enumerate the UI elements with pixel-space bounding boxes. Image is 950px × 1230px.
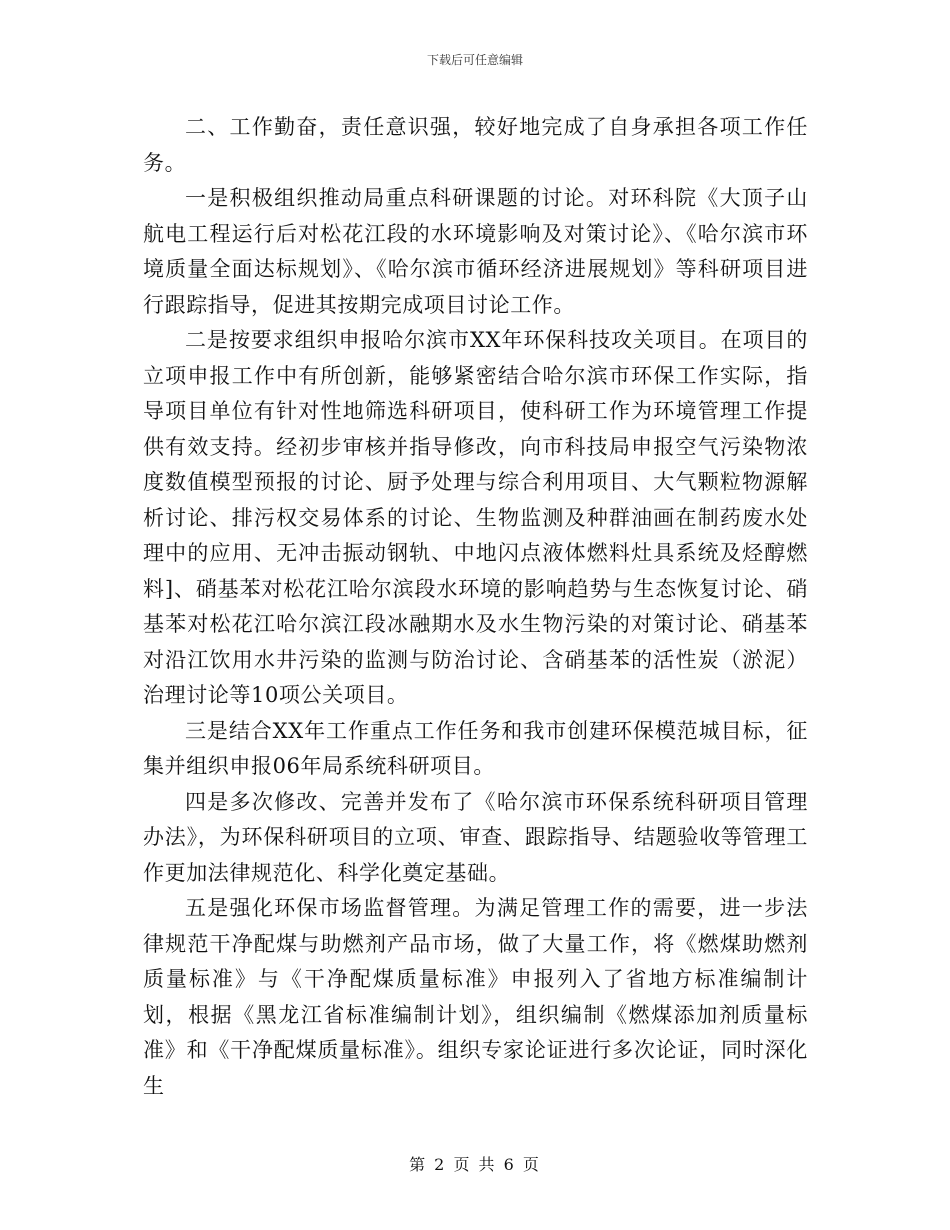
page-header: 下载后可任意编辑: [426, 53, 523, 67]
document-body: [143, 110, 808, 1104]
paragraph-work-diligent: 二、工作勤奋，责任意识强，较好地完成了自身承担各项工作任务。: [143, 115, 808, 175]
paragraph-item-one: 一是积极组织推动局重点科研课题的讨论。对环科院《大顶子山航电工程运行后对松花江段的水环境影响及对策讨论》、《哈尔滨市环境质量全面达标规划》、《哈尔滨市循环经济进展规划》等科研项目进行跟踪指导，促进其按期完成项目讨论工作。: [143, 186, 808, 317]
paragraph-item-five: 五是强化环保市场监督管理。为满足管理工作的需要，进一步法律规范干净配煤与助燃剂产品市场，做了大量工作，将《燃煤助燃剂质量标准》与《干净配煤质量标准》申报列入了省地方标准编制计划，根据《黑龙江省标准编制计划》，组织编制《燃煤添加剂质量标准》和《干净配煤质量标准》。组织专家论证进行多次论证，同时深化生: [143, 896, 808, 1098]
page-number-footer: 第 2 页 共 6 页: [409, 1155, 541, 1174]
paragraph-item-two: 二是按要求组织申报哈尔滨市XX年环保科技攻关项目。在项目的立项申报工作中有所创新，能够紧密结合哈尔滨市环保工作实际，指导项目单位有针对性地筛选科研项目，使科研工作为环境管理工作提供有效支持。经初步审核并指导修改，向市科技局申报空气污染物浓度数值模型预报的讨论、厨予处理与综合利用项目、大气颗粒物源解析讨论、排污权交易体系的讨论、生物监测及种群油画在制药废水处理中的应用、无冲击振动钢轨、中地闪点液体燃料灶具系统及烃醇燃料]、硝基苯对松花江哈尔滨段水环境的影响趋势与生态恢复讨论、硝基苯对松花江哈尔滨江段冰融期水及水生物污染的对策讨论、硝基苯对沿江饮用水井污染的监测与防治讨论、含硝基苯的活性炭（淤泥）治理讨论等10项公关项目。: [143, 328, 808, 707]
paragraph-item-three: 三是结合XX年工作重点工作任务和我市创建环保模范城目标，征集并组织申报06年局系统科研项目。: [143, 718, 808, 778]
paragraph-item-four: 四是多次修改、完善并发布了《哈尔滨市环保系统科研项目管理办法》，为环保科研项目的立项、审查、跟踪指导、结题验收等管理工作更加法律规范化、科学化奠定基础。: [143, 789, 808, 885]
